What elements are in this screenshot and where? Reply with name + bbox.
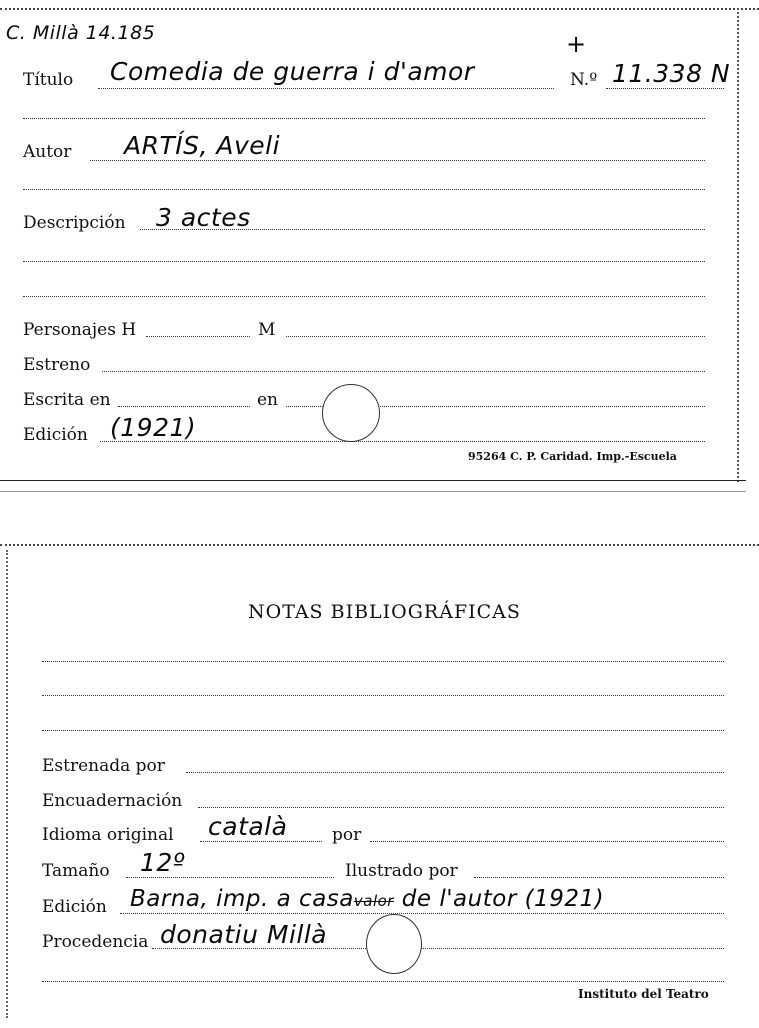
card-bottom-edge (0, 480, 746, 481)
numero-line (606, 88, 724, 89)
card-bottom-shadow (0, 491, 746, 492)
estreno-label: Estreno (23, 355, 91, 375)
idioma-label: Idioma original (42, 825, 174, 845)
numero-value: 11.338 N (612, 59, 731, 88)
punch-hole (322, 384, 380, 442)
titulo-line (98, 88, 554, 89)
personajes-m-label: M (258, 320, 276, 340)
autor-line-2 (23, 189, 705, 190)
back-edicion-value-2: de l'autor (1921) (401, 886, 605, 912)
procedencia-value: donatiu Millà (160, 920, 328, 949)
idioma-por-label: por (332, 825, 362, 845)
personajes-m-line (286, 336, 705, 337)
card-back-top-edge (0, 544, 759, 546)
tamano-line (126, 877, 334, 878)
tamano-value: 12º (140, 848, 186, 877)
procedencia-label: Procedencia (42, 932, 149, 952)
escrita-label: Escrita en (23, 390, 111, 410)
descripcion-line-2 (23, 261, 705, 262)
cross-mark: + (566, 30, 587, 58)
card-back-left-edge (6, 550, 8, 1018)
bottom-line (42, 981, 724, 982)
notas-line-1 (42, 661, 724, 662)
idioma-line (200, 841, 322, 842)
notas-line-2 (42, 695, 724, 696)
back-edicion-label: Edición (42, 897, 107, 917)
notas-heading: NOTAS BIBLIOGRÁFICAS (248, 601, 521, 623)
catalog-reference: C. Millà 14.185 (6, 22, 156, 44)
catalog-card-front (0, 0, 759, 492)
autor-value: ARTÍS, Aveli (124, 131, 281, 160)
ilustrado-line (474, 877, 724, 878)
card-right-edge (737, 8, 739, 482)
idioma-value: català (208, 812, 288, 841)
descripcion-value: 3 actes (156, 203, 251, 232)
back-edicion-value (130, 885, 604, 915)
autor-label: Autor (23, 142, 72, 162)
titulo-label: Título (23, 70, 74, 90)
autor-line (90, 160, 705, 161)
idioma-por-line (370, 841, 724, 842)
edicion-value: (1921) (110, 413, 197, 442)
titulo-value: Comedia de guerra i d'amor (110, 57, 475, 86)
descripcion-label: Descripción (23, 213, 126, 233)
numero-label: N.º (570, 70, 598, 90)
estreno-line (102, 371, 705, 372)
card-top-edge (0, 8, 759, 10)
personajes-label: Personajes H (23, 320, 137, 340)
encuadernacion-label: Encuadernación (42, 791, 183, 811)
personajes-h-line (146, 336, 250, 337)
estrenada-line (186, 772, 724, 773)
estrenada-label: Estrenada por (42, 756, 165, 776)
descripcion-line-3 (23, 296, 705, 297)
escrita-en-label: en (257, 390, 279, 410)
ilustrado-label: Ilustrado por (345, 861, 458, 881)
struck-word: valor (353, 892, 394, 910)
encuadernacion-line (198, 807, 724, 808)
titulo-line-2 (23, 118, 705, 119)
tamano-label: Tamaño (42, 861, 110, 881)
edicion-label: Edición (23, 425, 88, 445)
printer-imprint: 95264 C. P. Caridad. Imp.-Escuela (468, 450, 677, 463)
punch-hole-back (366, 914, 422, 974)
institution-name: Instituto del Teatro (578, 987, 709, 1001)
back-edicion-value-1: Barna, imp. a casa (130, 886, 354, 912)
notas-line-3 (42, 730, 724, 731)
escrita-line (118, 406, 250, 407)
catalog-card-back (0, 540, 759, 1028)
